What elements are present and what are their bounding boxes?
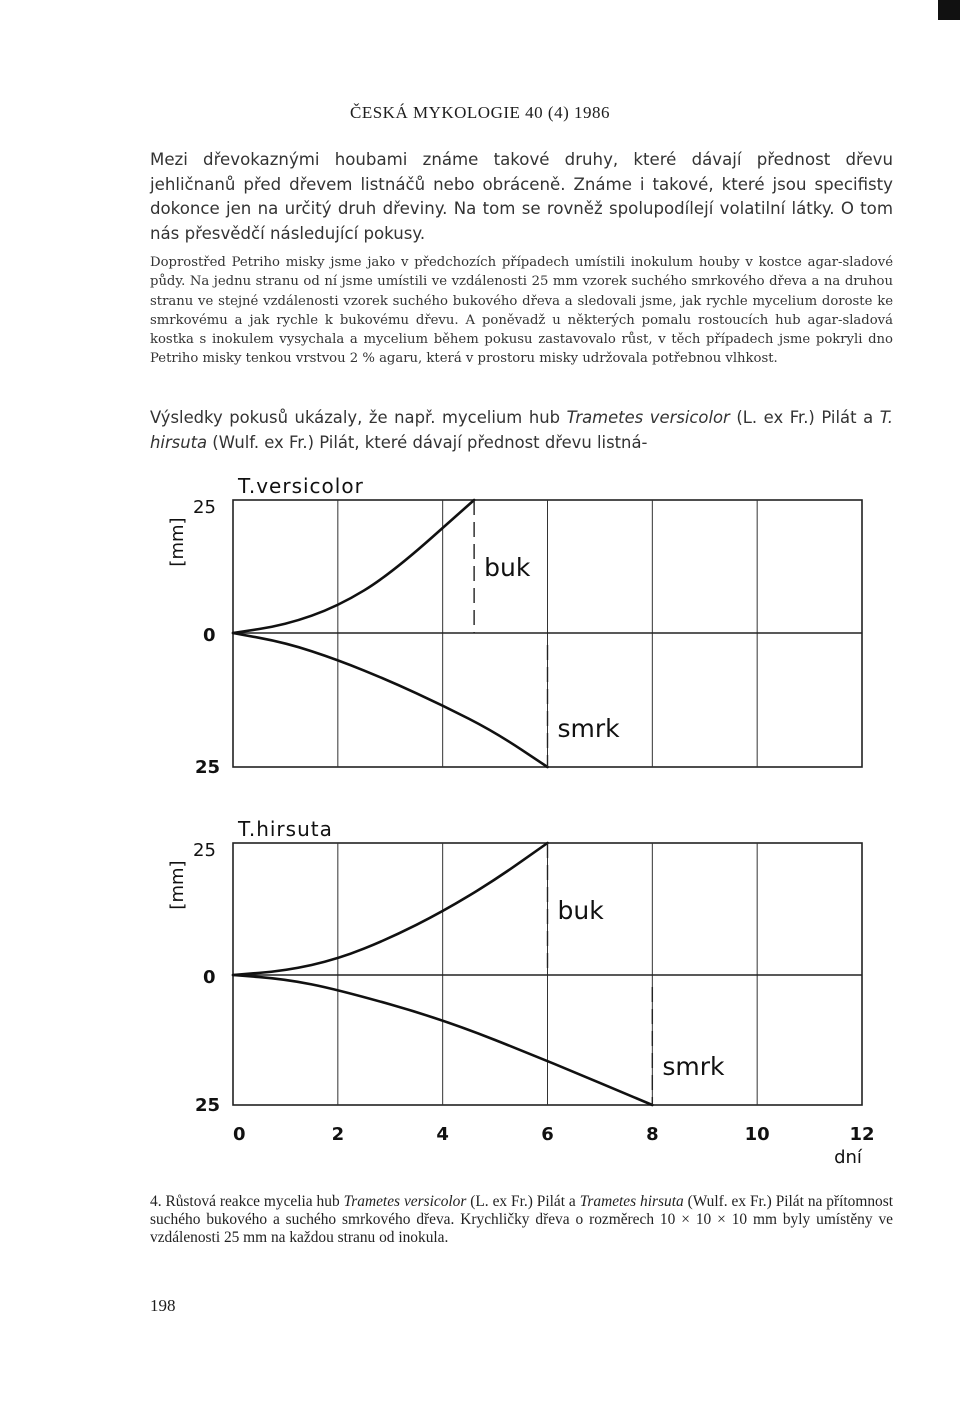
annotation-label-buk: buk — [557, 896, 604, 925]
x-tick-label: 2 — [331, 1124, 345, 1145]
x-tick-label: 8 — [646, 1124, 659, 1145]
panel-title: T.versicolor — [238, 474, 364, 498]
caption-text: Růstová reakce mycelia hub — [161, 1193, 344, 1210]
y-tick-label-top: 25 — [193, 840, 216, 861]
page-number: 198 — [150, 1296, 176, 1315]
caption-number: 4. — [150, 1193, 162, 1210]
x-tick-label: 4 — [436, 1124, 449, 1145]
series-line-smrk — [233, 633, 548, 767]
y-tick-label-zero: 0 — [203, 625, 216, 646]
annotation-label-smrk: smrk — [662, 1052, 725, 1081]
intro-paragraph: Mezi dřevokaznými houbami známe takové druhy, které dávají přednost dřevu jehličnanů před dřevem listnáčů nebo obráceně. Známe i takové, které jsou specifisty dokonce jen na určitý druh dřeviny. Na tom se rovněž spolupodílejí volatilní látky. O tom nás přesvědčí následující pokusy. — [150, 150, 893, 243]
species-name: Trametes versicolor — [566, 408, 730, 427]
annotation-label-smrk: smrk — [557, 714, 620, 743]
series-line-buk — [233, 500, 474, 633]
method-paragraph: Doprostřed Petriho misky jsme jako v předchozích případech umístili inokulum houby v kostce agar-sladové půdy. Na jednu stranu od ní jsme umístili ve vzdálenosti 25 mm vzorek suchého smrkového dřeva a na druhou stranu ve stejné vzdálenosti vzorek suchého bukového dřeva a sledovali jsme, jak rychle mycelium doroste ke smrkovému a jak rychle k bukovému dřevu. A poněvadž u některých pomalu rostoucích hub agar-sladová kostka s inokulem vysychala a mycelium během pokusu zastavovalo růst, v těch případech jsme pokryli dno Petriho misky tenkou vrstvou 2 % agaru, která v prostoru misky udržovala potřebnou vlhkost. — [150, 255, 893, 367]
y-tick-label-top: 25 — [193, 497, 216, 518]
annotation-label-buk: buk — [484, 553, 531, 582]
x-axis-unit-label: dní — [834, 1147, 862, 1168]
results-text: (Wulf. ex Fr.) Pilát, které dávají přednost dřevu listná- — [207, 432, 648, 452]
series-line-buk — [233, 843, 548, 975]
x-tick-label: 0 — [233, 1124, 246, 1145]
caption-text: (Wulf. ex Fr.) Pilát na přítomnost suchého bukového a suchého smrkového dřeva. Krychličky dřeva o rozměrech 10 × 10 × 10 mm byly umístěny ve vzdálenosti 25 mm na každou stranu od inokula. — [150, 1193, 893, 1247]
y-tick-label-bottom: 25 — [195, 1095, 221, 1116]
figure-caption — [150, 1193, 893, 1248]
results-text: (L. ex Fr.) Pilát a — [729, 408, 880, 427]
caption-text: (L. ex Fr.) Pilát a — [466, 1193, 580, 1210]
x-tick-label: 6 — [541, 1124, 554, 1145]
y-tick-label-zero: 0 — [203, 967, 216, 988]
species-name: T. hirsuta — [150, 408, 893, 452]
x-tick-label: 10 — [744, 1124, 770, 1145]
caption-species: Trametes versicolor — [343, 1193, 467, 1210]
running-head: ČESKÁ MYKOLOGIE 40 (4) 1986 — [350, 103, 610, 122]
y-tick-label-bottom: 25 — [195, 757, 221, 778]
results-text: Výsledky pokusů ukázaly, že např. mycelium hub — [150, 408, 567, 427]
panel-title: T.hirsuta — [238, 817, 333, 841]
y-axis-unit-label: [mm] — [167, 860, 188, 910]
x-tick-label: 12 — [849, 1124, 875, 1145]
caption-species: Trametes hirsuta — [579, 1193, 684, 1210]
y-axis-unit-label: [mm] — [167, 517, 188, 567]
